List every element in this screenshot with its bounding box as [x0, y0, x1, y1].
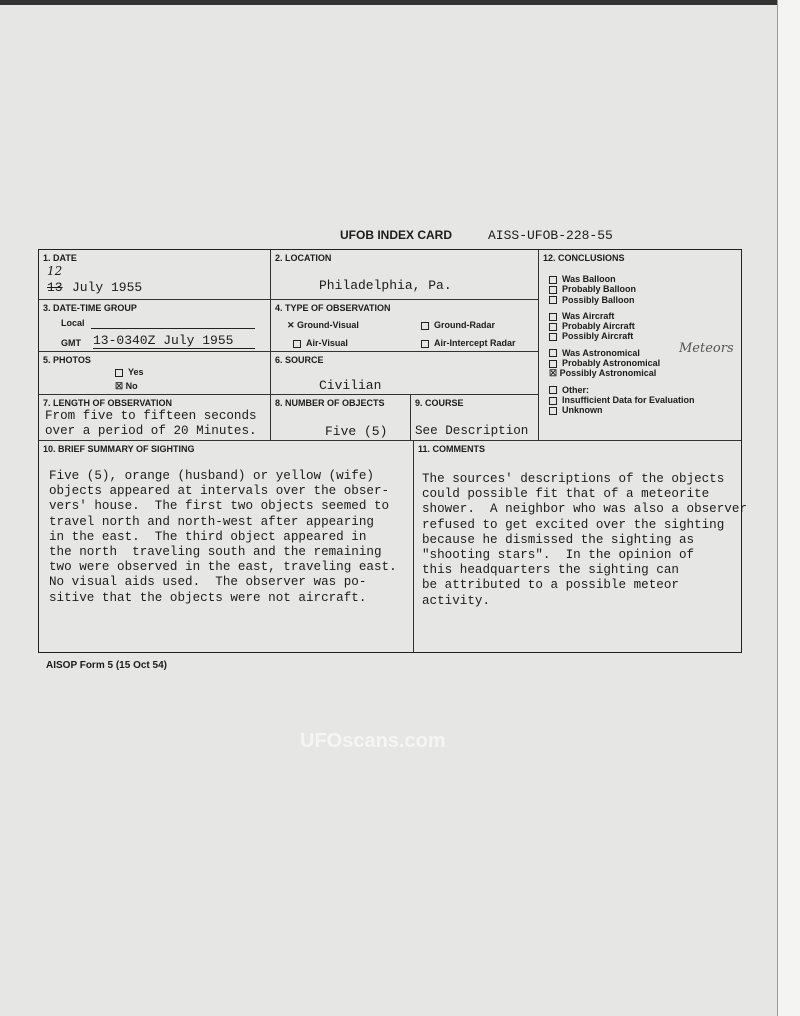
scan-edge: [777, 0, 800, 1016]
checkbox-icon: [549, 286, 557, 294]
conclusions-list: [549, 274, 695, 416]
dtg-gmt-value: 13-0340Z July 1955: [93, 333, 255, 349]
location-cell: [271, 250, 539, 300]
conclusion-item: Probably Aircraft: [549, 321, 695, 331]
photos-yes: Yes: [115, 367, 144, 377]
conclusion-item: Insufficient Data for Evaluation: [549, 395, 695, 405]
length-line-1: From five to fifteen seconds: [45, 409, 257, 423]
conclusions-label: 12. CONCLUSIONS: [543, 253, 625, 263]
summary-label: 10. BRIEF SUMMARY OF SIGHTING: [43, 444, 195, 454]
photos-label: 5. PHOTOS: [43, 355, 91, 365]
date-struck-day: 13: [47, 280, 63, 295]
checkbox-icon: [549, 360, 557, 368]
date-handwritten: 12: [47, 264, 63, 278]
checkbox-icon: [115, 369, 123, 377]
course-value: See Description: [415, 424, 529, 438]
conclusion-item: Was Astronomical: [549, 348, 695, 358]
checkbox-icon: [549, 386, 557, 394]
location-label: 2. LOCATION: [275, 253, 332, 263]
type-air-visual: Air-Visual: [293, 338, 348, 348]
checkbox-checked-icon: ✕: [287, 320, 298, 330]
summary-text: Five (5), orange (husband) or yellow (wife) objects appeared at intervals over the obser- vers' house. The first two objects seemed to travel north and north-west after appearing in the east. The third object appeared in the north traveling south and the remaining two were observed in the east, traveling east. No visual aids used. The observer was po- sitive that the objects were not aircraft.: [49, 469, 397, 605]
conclusion-item: Other:: [549, 385, 695, 395]
checkbox-icon: [549, 397, 557, 405]
length-line-2: over a period of 20 Minutes.: [45, 424, 257, 438]
location-value: Philadelphia, Pa.: [319, 278, 452, 293]
checkbox-checked-icon: ☒: [115, 381, 126, 391]
course-cell: [411, 395, 539, 441]
conclusion-item: Probably Balloon: [549, 284, 695, 294]
checkbox-icon: [549, 349, 557, 357]
checkbox-icon: [293, 340, 301, 348]
checkbox-icon: [549, 323, 557, 331]
checkbox-icon: [549, 313, 557, 321]
number-cell: [271, 395, 411, 441]
checkbox-icon: [421, 322, 429, 330]
length-cell: [39, 395, 271, 441]
index-card: [38, 249, 747, 653]
conclusion-item: Was Aircraft: [549, 311, 695, 321]
dtg-local-label: Local: [61, 318, 85, 328]
card-title: UFOB INDEX CARD: [340, 228, 453, 242]
checkbox-icon: [549, 276, 557, 284]
checkbox-icon: [549, 407, 557, 415]
source-cell: [271, 352, 539, 395]
conclusion-item: Possibly Aircraft: [549, 331, 695, 341]
course-label: 9. COURSE: [415, 398, 464, 408]
conclusion-item: ☒ Possibly Astronomical: [549, 368, 657, 379]
number-value: Five (5): [325, 424, 388, 439]
dtg-label: 3. DATE-TIME GROUP: [43, 303, 137, 313]
type-air-intercept: Air-Intercept Radar: [421, 338, 516, 348]
type-ground-radar: Ground-Radar: [421, 320, 495, 330]
conclusion-item: Probably Astronomical: [549, 358, 695, 368]
type-ground-visual: ✕ Ground-Visual: [287, 320, 359, 330]
length-label: 7. LENGTH OF OBSERVATION: [43, 398, 173, 408]
form-footer: AISOP Form 5 (15 Oct 54): [46, 660, 167, 671]
conclusion-item: Possibly Balloon: [549, 295, 695, 305]
conclusions-cell: [539, 250, 741, 441]
comments-text: The sources' descriptions of the objects could possible fit that of a meteorite shower. A neighbor who was also a observer refused to get excited over the sighting because he dismissed the sighting as "shooting stars". In the opinion of this headquarters the sighting can be attributed to a possible meteor activity.: [422, 472, 747, 608]
handwritten-note: Meteors: [679, 341, 734, 356]
type-cell: [271, 300, 539, 352]
checkbox-icon: [549, 333, 557, 341]
type-label: 4. TYPE OF OBSERVATION: [275, 303, 391, 313]
dtg-gmt-label: GMT: [61, 338, 81, 348]
date-cell: [39, 250, 271, 300]
card-number: AISS-UFOB-228-55: [488, 228, 613, 243]
comments-label: 11. COMMENTS: [418, 444, 486, 454]
conclusion-item: Was Balloon: [549, 274, 695, 284]
checkbox-icon: [421, 340, 429, 348]
number-label: 8. NUMBER OF OBJECTS: [275, 398, 385, 408]
source-label: 6. SOURCE: [275, 355, 324, 365]
checkbox-checked-icon: ☒: [549, 368, 560, 379]
source-value: Civilian: [319, 378, 382, 393]
dtg-cell: [39, 300, 271, 352]
date-label: 1. DATE: [43, 253, 77, 263]
checkbox-icon: [549, 296, 557, 304]
photos-cell: [39, 352, 271, 395]
conclusion-item: Unknown: [549, 405, 695, 415]
photos-no: ☒ No: [115, 381, 138, 391]
date-value: July 1955: [72, 280, 143, 295]
comments-cell: [414, 441, 747, 652]
scan-edge: [0, 0, 800, 5]
local-line: [91, 328, 255, 329]
summary-cell: [39, 441, 414, 652]
watermark: UFOscans.com: [300, 730, 446, 752]
